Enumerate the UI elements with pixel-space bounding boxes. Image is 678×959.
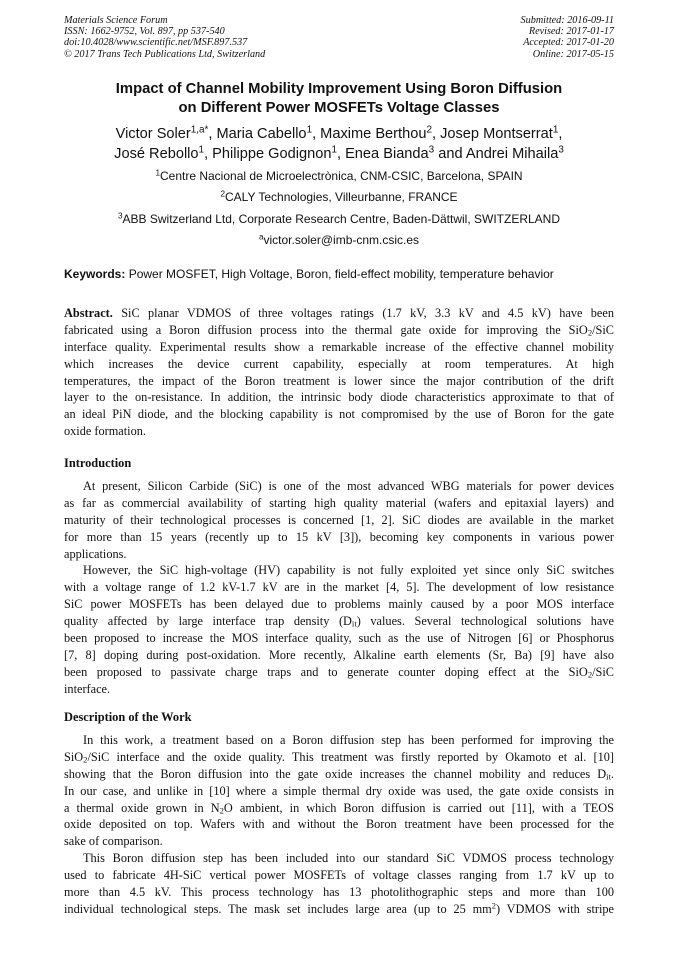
author-list	[30, 124, 648, 164]
text-run: quality affected by large interface trap density (D	[64, 614, 352, 629]
author-line	[30, 144, 648, 164]
paper-title	[40, 80, 638, 118]
text-run: SiO	[64, 749, 84, 764]
author-name: , Enea Bianda	[336, 146, 429, 162]
affiliation-caly	[30, 188, 648, 209]
text-line: [7, 8] doping during post-oxidation. More recently, Alkaline earth elements (Sr, Ba) [9] have also	[64, 647, 614, 662]
affil-mark: 3	[117, 211, 123, 221]
author-name: Victor Soler	[115, 126, 191, 142]
text-line	[64, 800, 614, 817]
author-name: , Maxime Berthou	[312, 126, 427, 142]
doi-line: doi:10.4028/www.scientific.net/MSF.897.537	[64, 37, 248, 49]
issn-line: ISSN: 1662-9752, Vol. 897, pp 537-540	[64, 26, 225, 38]
affiliation-abb	[30, 210, 648, 231]
text-line: interface quality. Experimental results show a remarkable increase of the effective channel mobility	[64, 339, 614, 354]
section-heading: Introduction	[64, 456, 132, 470]
text-line: maturity of their technological processes is concerned [1, 2]. SiC diodes are available in the market	[64, 512, 614, 527]
introduction-section	[64, 455, 614, 698]
text-line	[64, 901, 614, 918]
text-line: layer to the on-resistance. In addition, the intrinsic body diode characteristics approximate to that of	[64, 390, 614, 405]
affil-mark: 1	[198, 144, 205, 156]
accepted-date: Accepted: 2017-01-20	[523, 37, 614, 49]
text-run: /SiC	[592, 322, 614, 337]
email-text: victor.soler@imb-cnm.csic.es	[263, 232, 420, 247]
text-line	[64, 664, 614, 681]
subscript: 2	[83, 754, 88, 765]
affiliation-list	[30, 167, 648, 252]
subscript: it	[351, 618, 357, 629]
affil-mark: 2	[426, 124, 432, 136]
text-run: a thermal oxide grown in N	[64, 800, 220, 815]
revised-date: Revised: 2017-01-17	[528, 26, 614, 38]
text-line: for more than 15 years (recently up to 15 kV [3]), becoming key components in various power	[64, 529, 614, 544]
text-line: At present, Silicon Carbide (SiC) is one of the most advanced WBG materials for power devices	[83, 479, 614, 493]
text-run: O ambient, in which Boron diffusion is carried out [11], with a TEOS	[223, 800, 614, 815]
text-run: fabricated using a Boron diffusion process into the thermal gate oxide for improving the SiO	[64, 322, 588, 337]
text-line	[64, 749, 614, 766]
text-line: However, the SiC high-voltage (HV) capability is not fully exploited yet since only SiC switches	[83, 563, 614, 578]
text-line: been proposed to increase the MOS interface quality, such as the use of Nitrogen [6] or Phosphorus	[64, 631, 614, 646]
text-line	[64, 766, 614, 783]
affil-mark: a	[258, 232, 264, 242]
text-line: SiC power MOSFETs has been delayed due to problems mainly caused by a poor MOS interface	[64, 597, 614, 612]
keywords-text: Power MOSFET, High Voltage, Boron, field-effect mobility, temperature behavior	[125, 267, 554, 281]
text-line: applications.	[64, 546, 127, 561]
subscript: 2	[219, 805, 224, 816]
affil-mark: 1	[331, 144, 337, 156]
affiliation-cnm	[30, 167, 648, 188]
text-line: sake of comparison.	[64, 834, 163, 849]
subscript: 2	[587, 327, 593, 338]
online-date: Online: 2017-05-15	[532, 48, 614, 60]
work-section	[64, 709, 614, 918]
text-line	[64, 322, 614, 339]
text-line: In this work, a treatment based on a Boron diffusion step has been performed for improving the	[83, 733, 614, 747]
text-line: an ideal PiN diode, and the blocking capability is not compromised by the use of Boron for the gate	[64, 407, 614, 422]
abstract	[64, 305, 614, 440]
text-line: temperatures, the impact of the Boron treatment is lower since the major contribution of the drift	[64, 373, 614, 388]
text-line: more than 4.5 kV. This process technology has 13 photolithographic steps and more than 100	[64, 885, 614, 900]
text-run: ) VDMOS with stripe	[495, 901, 614, 916]
author-name: , Maria Cabello	[208, 126, 307, 142]
copyright-line: © 2017 Trans Tech Publications Ltd, Switzerland	[64, 48, 266, 60]
affiliation-text: ABB Switzerland Ltd, Corporate Research Centre, Baden-Dättwil, SWITZERLAND	[122, 211, 561, 226]
submitted-date: Submitted: 2016-09-11	[520, 15, 614, 26]
separator: ,	[558, 126, 563, 142]
author-line	[30, 124, 648, 144]
text-line: oxide deposited on top. Wafers with and without the Boron treatment have been processed for the	[64, 817, 614, 832]
title-line: on Different Power MOSFETs Voltage Classes	[178, 100, 500, 116]
text-line: which increases the device current capability, especially at room temperatures. At high	[64, 356, 614, 371]
affil-mark: 2	[220, 189, 225, 199]
dates-header	[521, 15, 614, 60]
section-heading: Description of the Work	[64, 710, 192, 724]
abstract-label: Abstract.	[64, 306, 113, 320]
subscript: it	[606, 771, 611, 782]
author-name: José Rebollo	[114, 146, 199, 162]
text-line: with a voltage range of 1.2 kV-1.7 kV are in the market [4, 5]. The development of low resistance	[64, 580, 614, 595]
corresponding-email	[30, 231, 648, 252]
text-line: oxide formation.	[64, 424, 146, 439]
affil-mark: 1	[306, 124, 313, 136]
text-line: This Boron diffusion step has been included into our standard SiC VDMOS process technology	[83, 851, 614, 866]
journal-name: Materials Science Forum	[64, 15, 168, 26]
affil-mark: 3	[428, 144, 435, 156]
title-line: Impact of Channel Mobility Improvement Using Boron Diffusion	[115, 81, 563, 97]
text-run: SiC planar VDMOS of three voltages ratings (1.7 kV, 3.3 kV and 4.5 kV) have been	[112, 306, 614, 320]
author-name: , Philippe Godignon	[204, 146, 332, 162]
affiliation-text: CALY Technologies, Villeurbanne, FRANCE	[224, 190, 458, 205]
text-run: showing that the Boron diffusion into the gate oxide increases the channel mobility and reduces D	[64, 766, 607, 781]
text-line	[64, 613, 614, 630]
text-line: as far as commercial availability of starting high quality material (wafers and epitaxial layers) and	[64, 495, 614, 510]
affil-mark: 1	[155, 168, 160, 178]
text-line: In our case, and unlike in [10] where a simple thermal dry oxide was used, the gate oxide consists in	[64, 783, 614, 798]
affil-mark: 3	[558, 144, 564, 156]
superscript: 2	[491, 901, 496, 911]
text-line: used to fabricate 4H-SiC vertical power MOSFETs of voltage classes ranging from 1.7 kV up to	[64, 868, 614, 883]
text-line	[64, 305, 614, 322]
text-run: /SiC	[592, 664, 614, 679]
text-run: individual technological steps. The mask set includes large area (up to 25 mm	[64, 901, 492, 916]
text-run: /SiC interface and the oxide quality. This treatment was firstly reported by Okamoto et al. [10]	[87, 749, 614, 764]
keywords-label: Keywords:	[64, 267, 126, 281]
affiliation-text: Centre Nacional de Microelectrònica, CNM-CSIC, Barcelona, SPAIN	[159, 169, 523, 183]
affil-mark: 1,a*	[190, 124, 209, 136]
keywords	[64, 266, 614, 282]
text-run: ) values. Several technological solutions have	[356, 614, 614, 629]
author-name: and Andrei Mihaila	[434, 146, 559, 162]
text-run: been proposed to passivate charge traps and to generate counter doping effect at the SiO	[64, 664, 588, 679]
journal-header	[64, 15, 265, 60]
text-line: interface.	[64, 681, 111, 696]
text-run: .	[610, 766, 614, 781]
affil-mark: 1	[552, 124, 559, 136]
subscript: 2	[587, 669, 593, 680]
author-name: , Josep Montserrat	[431, 126, 553, 142]
